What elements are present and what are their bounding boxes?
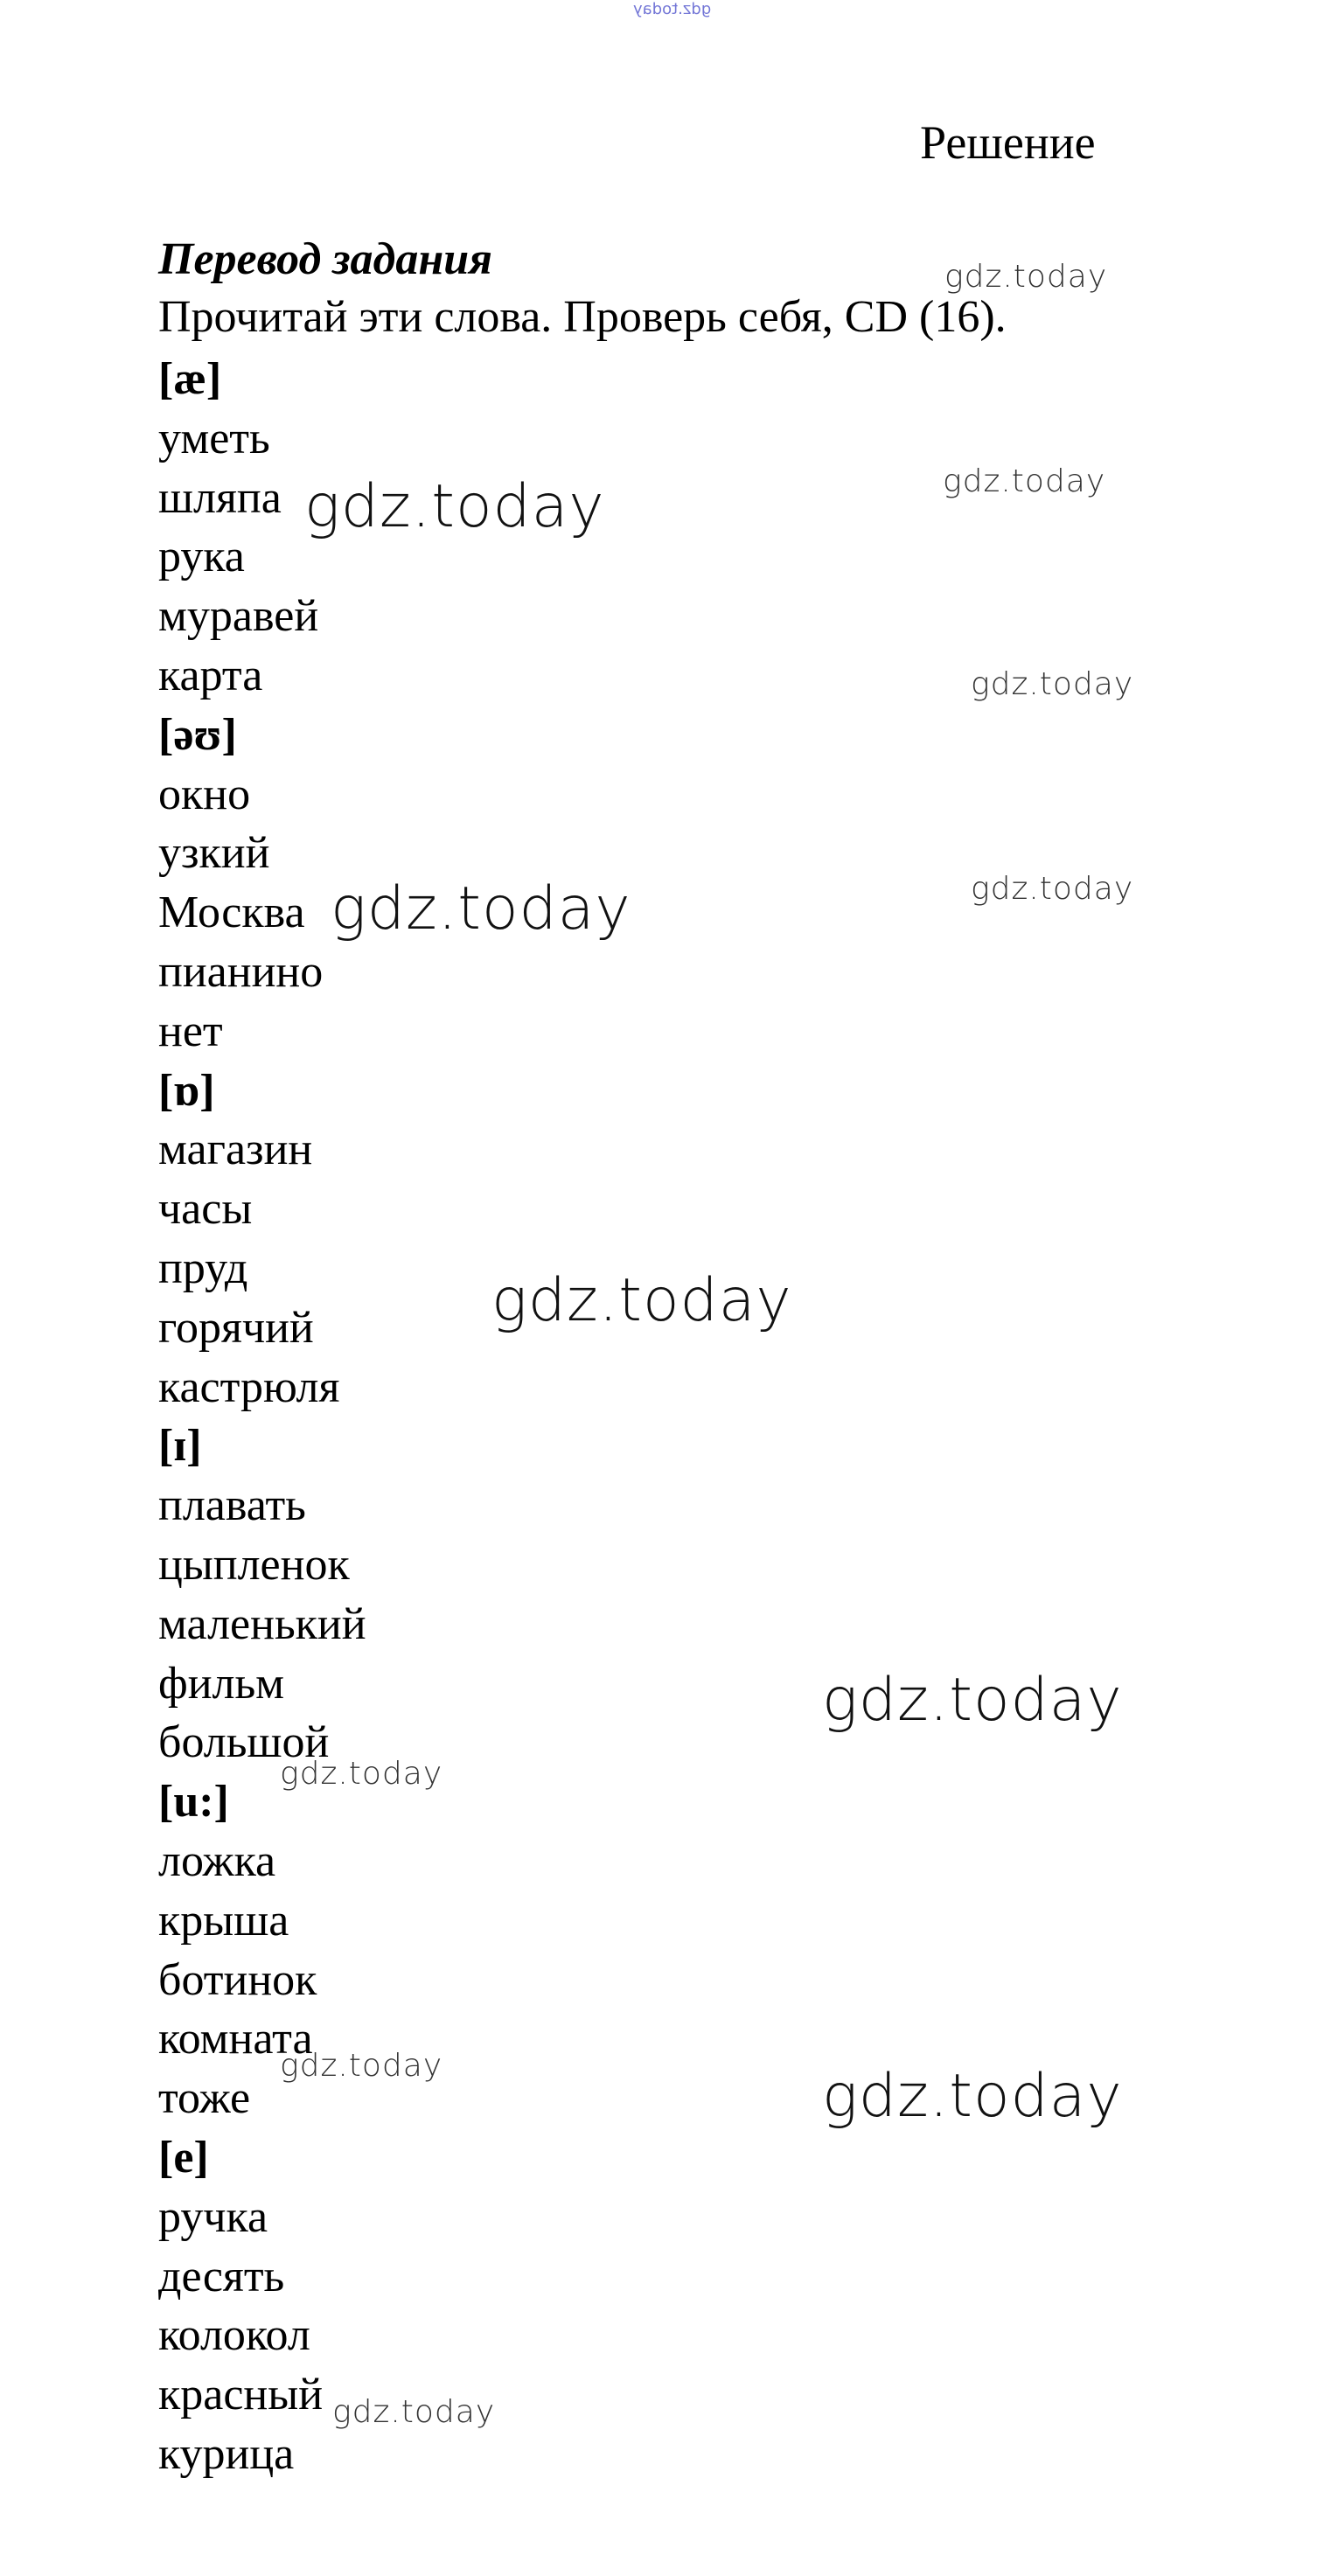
list-item: ложка [158,1835,276,1886]
list-item: колокол [158,2310,310,2361]
phoneme-heading: [ɪ] [158,1421,202,1472]
list-item: тоже [158,2073,251,2124]
watermark-text: gdz.today [944,259,1108,295]
list-item: фильм [158,1658,285,1709]
list-item: рука [158,532,245,582]
word-list [158,350,366,2484]
phoneme-heading: [u:] [158,1777,229,1828]
watermark-text: gdz.today [331,874,631,943]
list-item: окно [158,769,251,819]
list-item: десять [158,2251,285,2301]
phoneme-heading: [e] [158,2132,209,2183]
phoneme-heading: [əʊ] [158,709,237,760]
watermark-text: gdz.today [822,2062,1123,2131]
top-watermark: gdz.today [633,0,712,18]
list-item: магазин [158,1124,313,1175]
watermark-text: gdz.today [304,472,605,541]
list-item: узкий [158,828,270,879]
list-item: крыша [158,1895,289,1946]
list-item: уметь [158,413,270,463]
list-item: ручка [158,2191,268,2242]
watermark-text: gdz.today [280,1756,443,1792]
watermark-text: gdz.today [491,1266,792,1335]
list-item: маленький [158,1598,366,1649]
list-item: плавать [158,1480,306,1531]
task-instruction: Прочитай эти слова. Проверь себя, CD (16). [158,292,1007,342]
watermark-text: gdz.today [943,463,1106,499]
list-item: пруд [158,1243,248,1293]
phoneme-heading: [æ] [158,354,222,404]
watermark-text: gdz.today [971,871,1134,907]
list-item: Москва [158,888,305,938]
watermark-text: gdz.today [280,2048,443,2084]
list-item: кастрюля [158,1361,340,1412]
watermark-text: gdz.today [332,2394,496,2430]
list-item: ботинок [158,1954,317,2005]
list-item: большой [158,1717,330,1768]
page-heading: Решение [920,116,1096,169]
list-item: курица [158,2428,295,2479]
list-item: шляпа [158,472,282,523]
watermark-text: gdz.today [822,1666,1123,1735]
list-item: часы [158,1184,253,1235]
list-item: красный [158,2370,324,2420]
list-item: муравей [158,591,319,642]
list-item: цыпленок [158,1539,350,1590]
list-item: нет [158,1006,223,1056]
list-item: горячий [158,1302,314,1353]
list-item: комната [158,2014,313,2064]
task-translation-title: Перевод задания [158,234,492,284]
list-item: пианино [158,946,324,997]
phoneme-heading: [ɒ] [158,1065,215,1116]
list-item: карта [158,650,263,700]
watermark-text: gdz.today [971,666,1134,702]
